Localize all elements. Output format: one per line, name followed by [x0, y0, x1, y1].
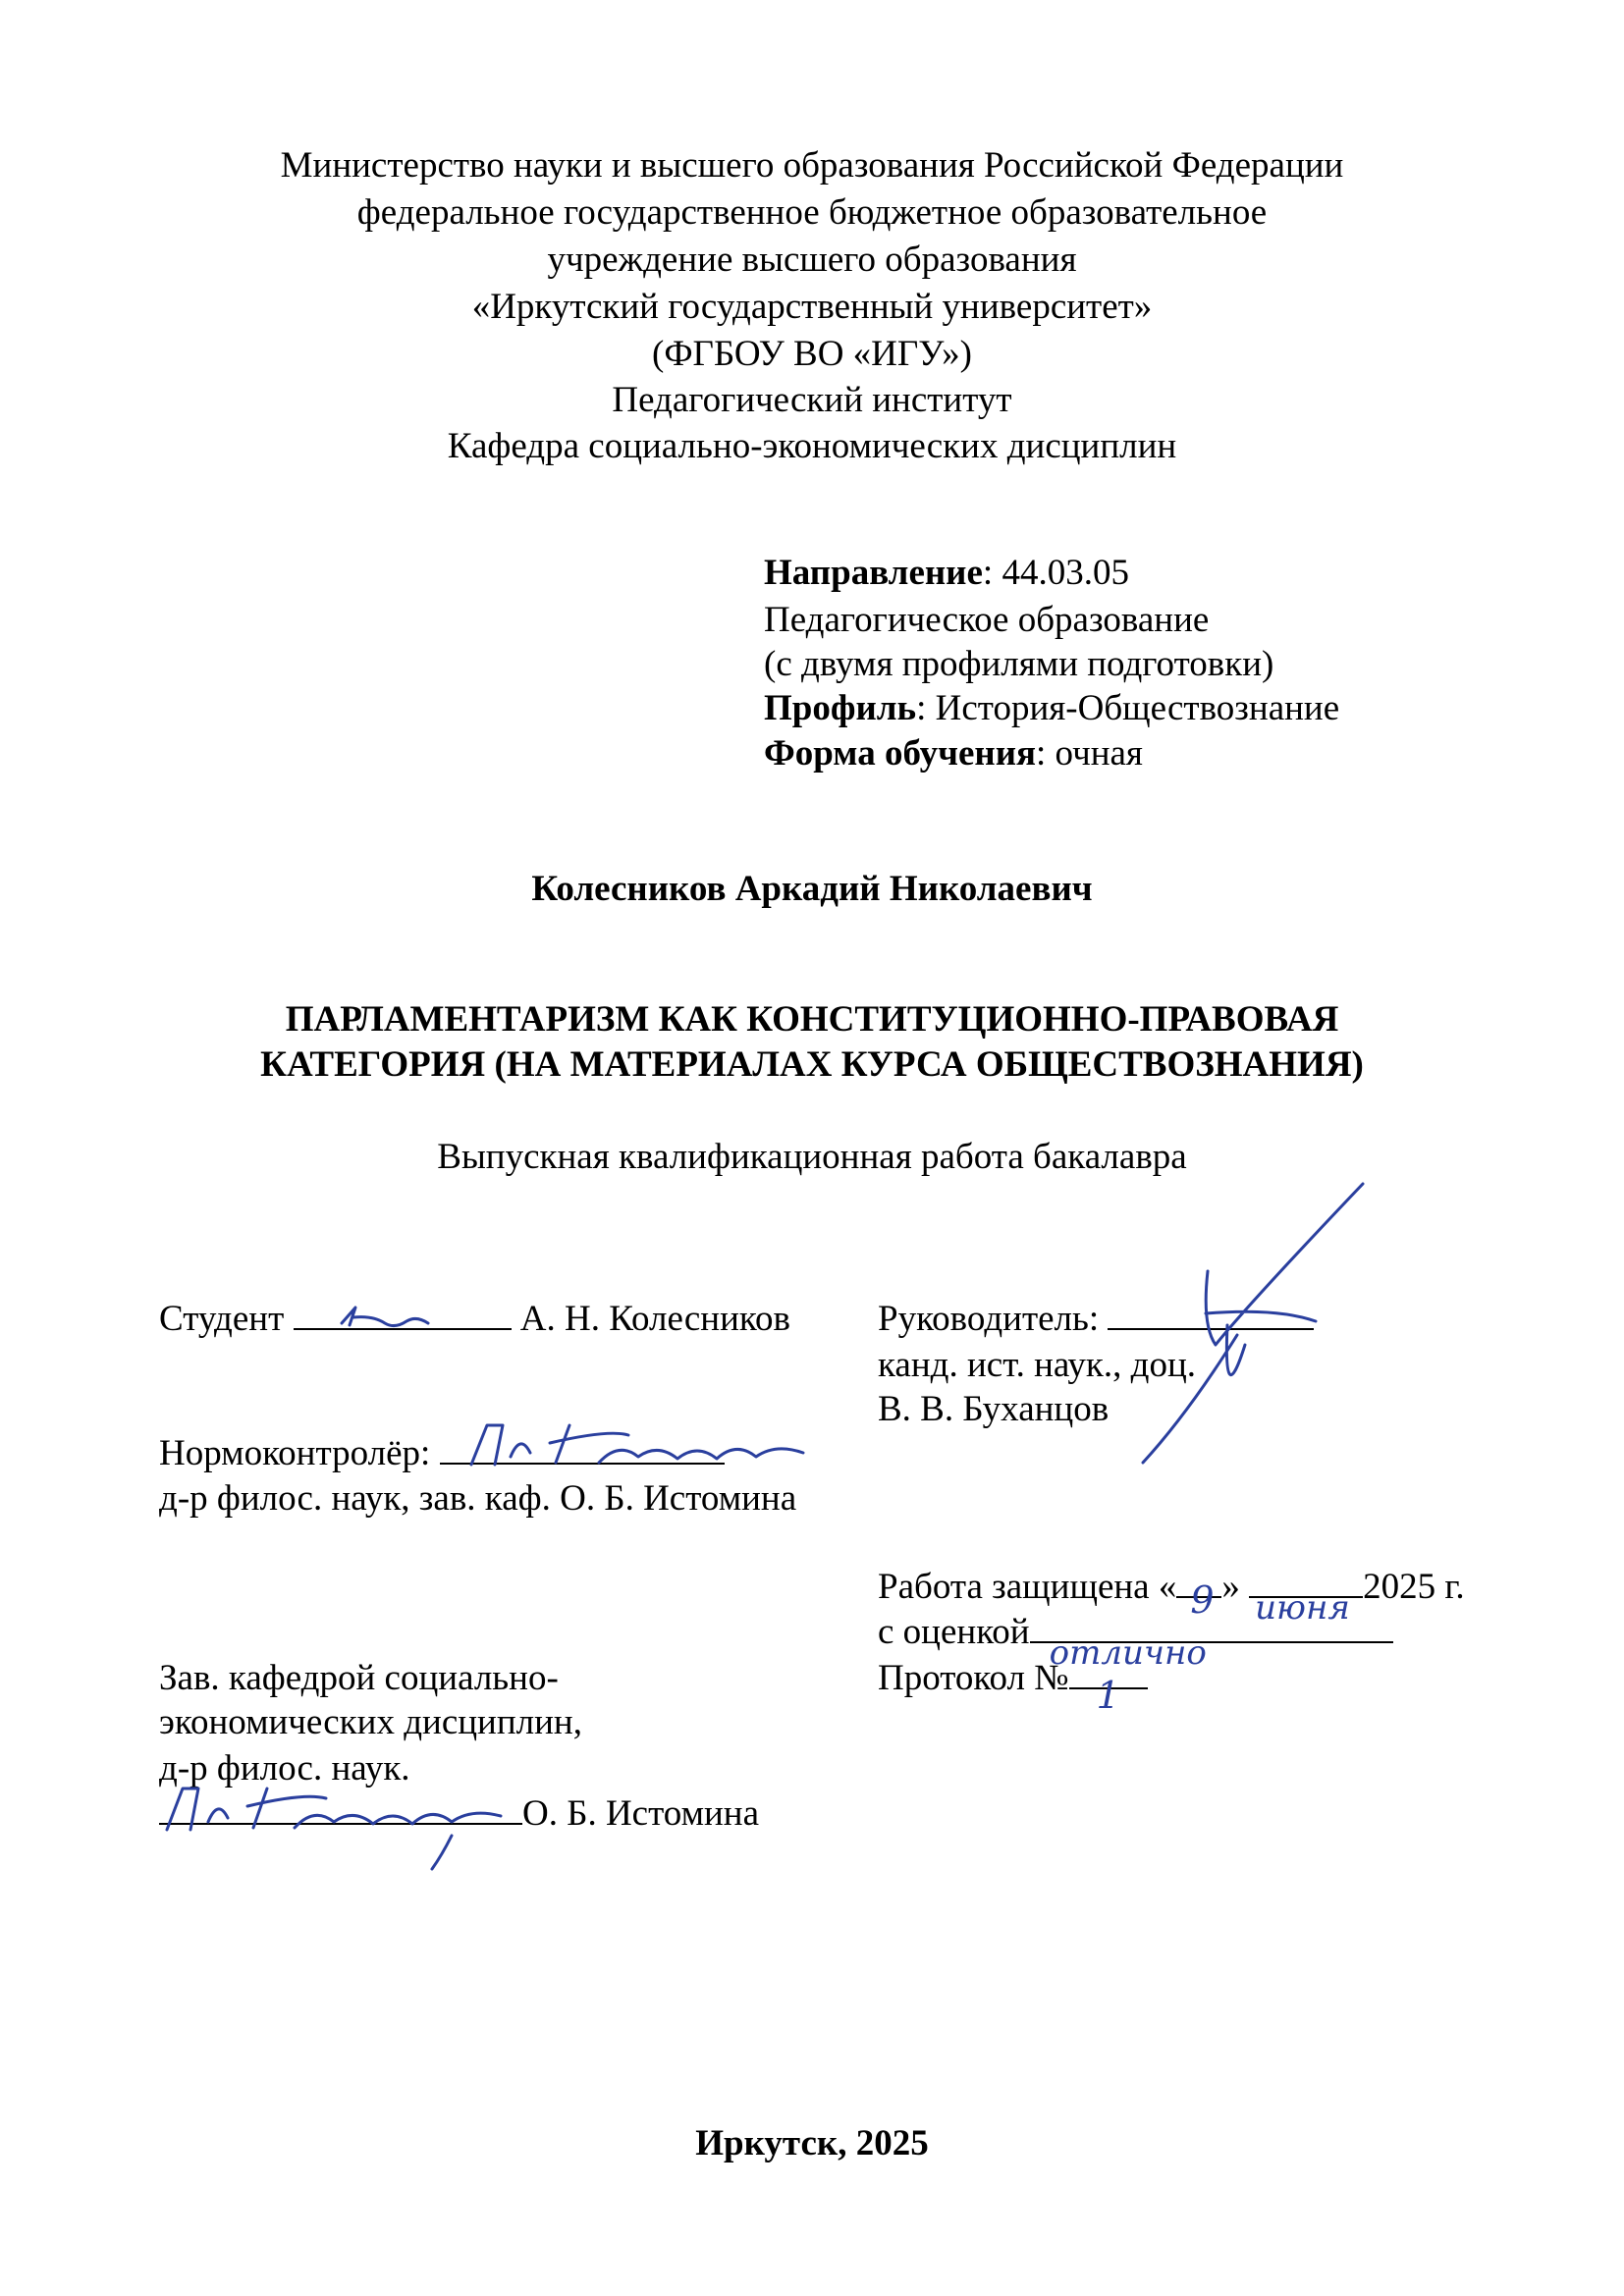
head-degree: д-р филос. наук.: [159, 1748, 410, 1789]
profile-value: : История-Обществознание: [916, 688, 1340, 728]
normcontrol-signature: [461, 1414, 815, 1482]
direction-value: : 44.03.05: [982, 553, 1129, 593]
city-year: Иркутск, 2025: [695, 2123, 929, 2163]
direction-line: [764, 552, 1129, 595]
direction-name: Педагогическое образование: [764, 600, 1210, 640]
work-type: Выпускная квалификационная работа бакалавра: [437, 1137, 1187, 1177]
grade-label: с оценкой: [878, 1612, 1030, 1652]
grade-line: [878, 1611, 1393, 1673]
normcontrol-label: Нормоконтролёр:: [159, 1433, 440, 1473]
protocol-number: 1: [1096, 1674, 1120, 1717]
study-form-label: Форма обучения: [764, 733, 1037, 774]
institution-type-line: учреждение высшего образования: [547, 240, 1077, 280]
department-name: Кафедра социально-экономических дисциплин: [447, 426, 1177, 466]
thesis-title-line-1: ПАРЛАМЕНТАРИЗМ КАК КОНСТИТУЦИОННО-ПРАВОВАЯ: [285, 999, 1339, 1040]
defense-month: июня: [1255, 1588, 1350, 1628]
head-title-line-1: Зав. кафедрой социально-: [159, 1658, 559, 1698]
protocol-label: Протокол №: [878, 1658, 1069, 1698]
defense-day: 9: [1190, 1578, 1215, 1622]
student-name: А. Н. Колесников: [511, 1299, 790, 1339]
head-signature: [157, 1777, 530, 1875]
study-form-line: [764, 732, 1143, 775]
ministry-line: Министерство науки и высшего образования Российской Федерации: [280, 145, 1344, 186]
student-line: [159, 1298, 790, 1341]
head-name: О. Б. Истомина: [522, 1793, 760, 1834]
author-name: Колесников Аркадий Николаевич: [531, 869, 1093, 909]
defense-prefix: Работа защищена «: [878, 1567, 1177, 1607]
university-abbr: (ФГБОУ ВО «ИГУ»): [652, 334, 972, 374]
defense-year: 2025 г.: [1363, 1567, 1465, 1607]
university-name: «Иркутский государственный университет»: [471, 287, 1153, 327]
university-type-line: федеральное государственное бюджетное образовательное: [356, 192, 1268, 233]
direction-note: (с двумя профилями подготовки): [764, 644, 1274, 684]
head-title-line-2: экономических дисциплин,: [159, 1702, 582, 1742]
defense-day-blank: [1176, 1578, 1221, 1622]
supervisor-degree: канд. ист. наук., доц.: [878, 1345, 1197, 1385]
protocol-blank: [1069, 1674, 1148, 1717]
supervisor-signature: [1129, 1178, 1375, 1472]
student-signature: [334, 1294, 432, 1341]
grade-blank: [1030, 1633, 1393, 1673]
supervisor-label: Руководитель:: [878, 1299, 1109, 1339]
defense-line: [878, 1566, 1465, 1628]
grade-value: отлично: [1049, 1633, 1207, 1673]
student-label: Студент: [159, 1299, 294, 1339]
thesis-title-line-2: КАТЕГОРИЯ (НА МАТЕРИАЛАХ КУРСА ОБЩЕСТВОЗНАНИЯ): [260, 1044, 1364, 1085]
supervisor-name: В. В. Буханцов: [878, 1389, 1110, 1429]
normcontrol-degree: д-р филос. наук, зав. каф. О. Б. Истомина: [159, 1478, 797, 1519]
profile-line: [764, 687, 1339, 730]
protocol-line: [878, 1657, 1148, 1717]
institute-name: Педагогический институт: [612, 380, 1012, 420]
defense-month-blank: [1249, 1588, 1363, 1628]
profile-label: Профиль: [764, 688, 917, 728]
direction-label: Направление: [764, 553, 983, 593]
defense-mid: »: [1221, 1567, 1250, 1607]
study-form-value: : очная: [1036, 733, 1143, 774]
